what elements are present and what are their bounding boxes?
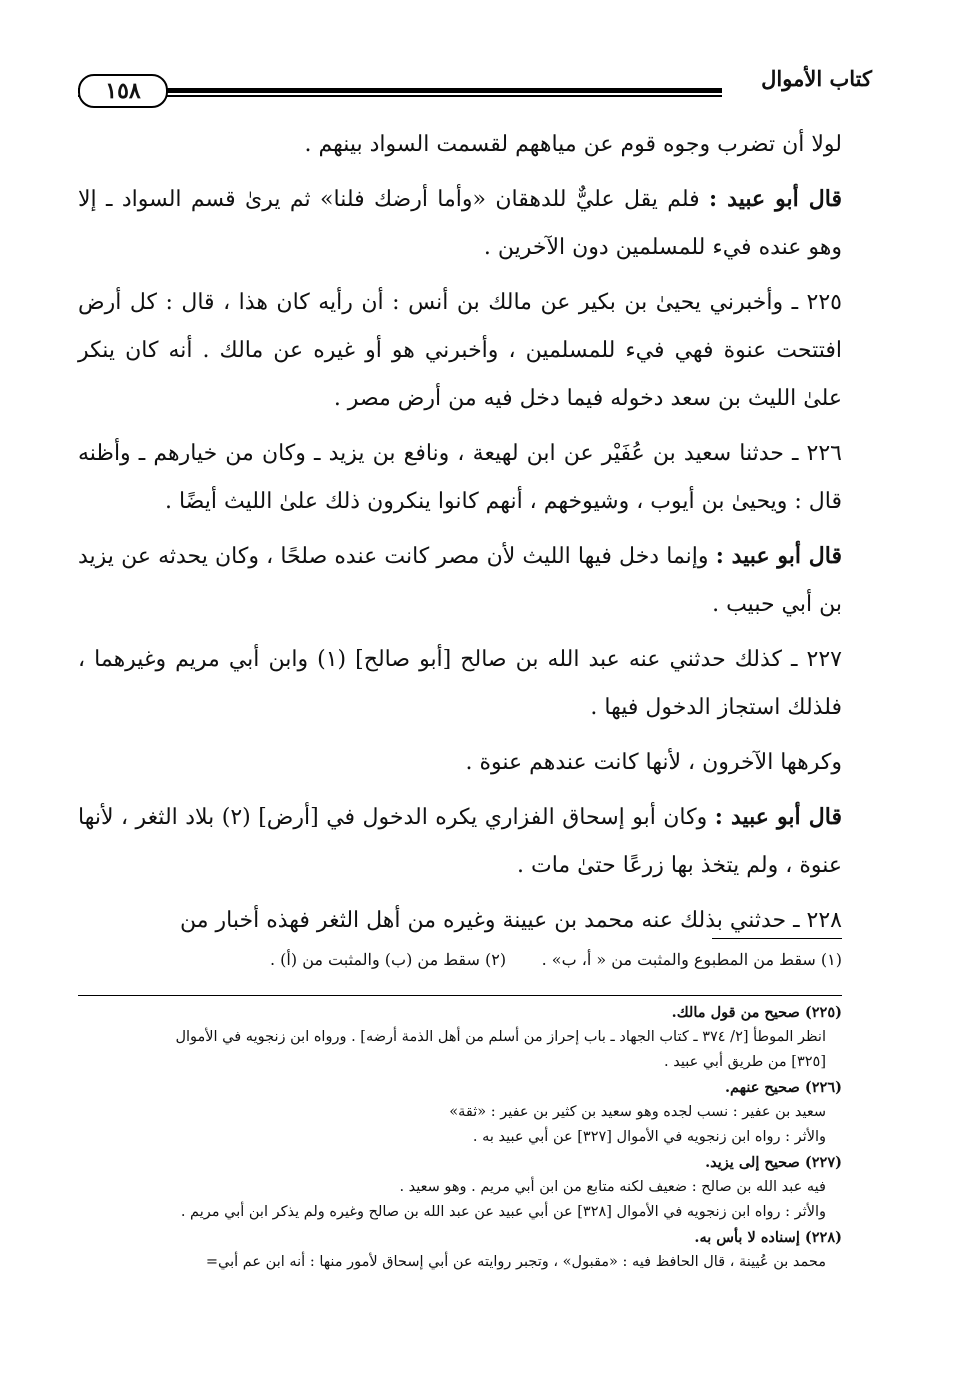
paragraph-text: وكان أبو إسحاق الفزاري يكره الدخول في [أرض] (٢) بلاد الثغر ، لأنها عنوة ، ولم يتخذ بها زرعًا حتىٰ مات . xyxy=(78,805,842,878)
takhrij-heading: (٢٢٧) صحيح إلى يزيد. xyxy=(705,1154,842,1171)
takhrij-line: [٣٢٥] من طريق أبي عبيد . xyxy=(664,1054,826,1070)
footnote-2: (٢) سقط من (ب) والمثبت من (أ) . xyxy=(270,950,507,969)
takhrij-line: سعيد بن عفير : نسب لجده وهو سعيد بن كثير بن عفير : «ثقة» xyxy=(449,1104,826,1120)
takhrij-line: محمد بن عُيينة ، قال الحافظ فيه : «مقبول» ، وتجبر روايته عن أبي إسحاق لأمور منها : أنه ابن عم أبي= xyxy=(205,1254,826,1270)
takhrij-line: انظر الموطأ [٢/ ٣٧٤ ـ كتاب الجهاد ـ باب إحراز من أسلم من أهل الذمة أرضه] . ورواه ابن زنجويه في الأموال xyxy=(175,1029,826,1045)
paragraph-text: ٢٢٥ ـ وأخبرني يحيىٰ بن بكير عن مالك بن أنس : أن رأيه كان هذا ، قال : كل أرض افتتحت عنوة فهي فيء للمسلمين ، وأخبرني هو أو غيره عن مالك . أنه كان ينكر علىٰ الليث بن سعد دخوله فيما دخل فيه من أرض مصر . xyxy=(78,290,842,411)
takhrij-notes xyxy=(78,1000,842,1275)
footnotes xyxy=(120,950,842,980)
paragraph xyxy=(78,738,842,787)
speaker-label: قال أبو عبيد : xyxy=(714,804,842,830)
page-number: ١٥٨ xyxy=(78,74,168,108)
main-text xyxy=(78,120,842,951)
speaker-label: قال أبو عبيد : xyxy=(715,543,842,569)
takhrij-heading: (٢٢٨) إسناده لا بأس به. xyxy=(694,1229,842,1246)
paragraph xyxy=(78,429,842,526)
paragraph xyxy=(78,278,842,423)
paragraph-text: ٢٢٦ ـ حدثنا سعيد بن عُفَيْر عن ابن لهيعة ، ونافع بن يزيد ـ وكان من خيارهم ـ وأظنه قال : ويحيىٰ بن أيوب ، وشيوخهم ، أنهم كانوا ينكرون ذلك علىٰ الليث أيضًا . xyxy=(78,441,842,514)
paragraph xyxy=(78,175,842,272)
paragraph-text: لولا أن تضرب وجوه قوم عن مياههم لقسمت السواد بينهم . xyxy=(304,132,842,157)
footnote-1: (١) سقط من المطبوع والمثبت من « أ، ب» . xyxy=(541,950,842,969)
paragraph-text: ٢٢٧ ـ كذلك حدثني عنه عبد الله بن صالح [أبو صالح] (١) وابن أبي مريم وغيرهما ، فلذلك استجاز الدخول فيها . xyxy=(78,647,842,720)
paragraph xyxy=(78,793,842,890)
paragraph xyxy=(78,635,842,732)
takhrij-separator xyxy=(78,995,842,996)
paragraph-text: ٢٢٨ ـ حدثني بذلك عنه محمد بن عيينة وغيره من أهل الثغر فهذه أخبار من xyxy=(180,908,842,933)
paragraph xyxy=(78,532,842,629)
footnote-separator xyxy=(712,938,842,939)
header-rule xyxy=(78,88,722,97)
takhrij-heading: (٢٢٥) صحيح من قول مالك. xyxy=(671,1004,842,1021)
takhrij-line: والأثر : رواه ابن زنجويه في الأموال [٣٢٨] عن أبي عبيد عن عبد الله بن صالح وغيره ولم يذكر ابن أبي مريم . xyxy=(180,1204,826,1220)
paragraph-text: فلم يقل عليٌّ للدهقان «وأما أرضك فلنا» ثم يرىٰ قسم السواد ـ إلا وهو عنده فيء للمسلمين دون الآخرين . xyxy=(78,187,842,260)
paragraph xyxy=(78,120,842,169)
takhrij-line: والأثر : رواه ابن زنجويه في الأموال [٣٢٧] عن أبي عبيد به . xyxy=(472,1129,826,1145)
takhrij-heading: (٢٢٦) صحيح عنهم. xyxy=(724,1079,842,1096)
running-title: كتاب الأموال xyxy=(761,66,872,91)
paragraph-text: وكرهها الآخرون ، لأنها كانت عندهم عنوة . xyxy=(465,750,842,775)
paragraph-text: وإنما دخل فيها الليث لأن مصر كانت عنده صلحًا ، وكان يحدثه عن يزيد بن أبي حبيب . xyxy=(78,544,842,617)
takhrij-line: فيه عبد الله بن صالح : ضعيف لكنه متابع من ابن أبي مريم . وهو سعيد . xyxy=(399,1179,826,1195)
page-header xyxy=(78,66,872,110)
speaker-label: قال أبو عبيد : xyxy=(709,186,842,212)
